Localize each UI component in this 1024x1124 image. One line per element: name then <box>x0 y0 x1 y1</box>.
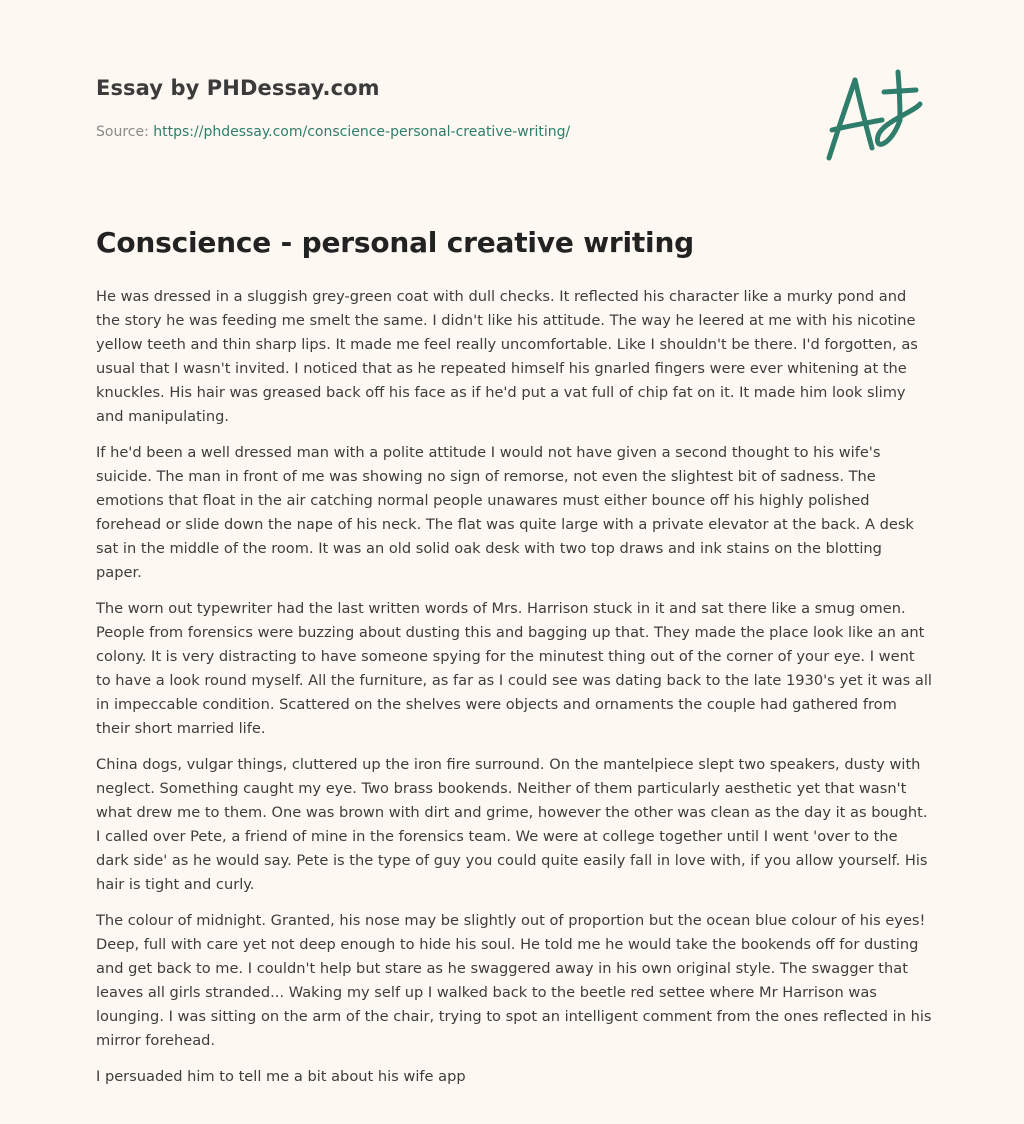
a-plus-logo-icon <box>822 68 928 164</box>
essay-paragraph: If he'd been a well dressed man with a polite attitude I would not have given a second thought to his wife's suicide. The man in front of me was showing no sign of remorse, not even the slightest bit of sadness. The emotions that float in the air catching normal people unawares must either bounce off his highly polished forehead or slide down the nape of his neck. The flat was quite large with a private elevator at the back. A desk sat in the middle of the room. It was an old solid oak desk with two top draws and ink stains on the blotting paper. <box>96 444 914 581</box>
essay-paragraph: I persuaded him to tell me a bit about his wife app <box>96 1068 466 1085</box>
essay-paragraph: The worn out typewriter had the last written words of Mrs. Harrison stuck in it and sat there like a smug omen. People from forensics were buzzing about dusting this and bagging up that. They made the place look like an ant colony. It is very distracting to have someone spying for the minutest thing out of the corner of your eye. I went to have a look round myself. All the furniture, as far as I could see was dating back to the late 1930's yet it was all in impeccable condition. Scattered on the shelves were objects and ornaments the couple had gathered from their short married life. <box>96 600 932 737</box>
essay-body <box>96 285 932 1101</box>
source-label: Source: <box>96 124 149 140</box>
essay-paragraph: The colour of midnight. Granted, his nose may be slightly out of proportion but the ocean blue colour of his eyes! Deep, full with care yet not deep enough to hide his soul. He told me he would take the bookends off for dusting and get back to me. I couldn't help but stare as he swaggered away in his own original style. The swagger that leaves all girls stranded... Waking my self up I walked back to the beetle red settee where Mr Harrison was lounging. I was sitting on the arm of the chair, trying to spot an intelligent comment from the ones reflected in his mirror forehead. <box>96 912 932 1049</box>
essay-paragraph: China dogs, vulgar things, cluttered up the iron fire surround. On the mantelpiece slept two speakers, dusty with neglect. Something caught my eye. Two brass bookends. Neither of them particularly aesthetic yet that wasn't what drew me to them. One was brown with dirt and grime, however the other was clean as the day it as bought. I called over Pete, a friend of mine in the forensics team. We were at college together until I went 'over to the dark side' as he would say. Pete is the type of guy you could quite easily fall in love with, if you allow yourself. His hair is tight and curly. <box>96 756 928 893</box>
source-line <box>96 124 570 140</box>
site-brand: Essay by PHDessay.com <box>96 76 380 100</box>
essay-title: Conscience - personal creative writing <box>96 226 695 259</box>
source-link[interactable]: https://phdessay.com/conscience-personal-creative-writing/ <box>153 124 571 140</box>
essay-paragraph: He was dressed in a sluggish grey-green coat with dull checks. It reflected his character like a murky pond and the story he was feeding me smelt the same. I didn't like his attitude. The way he leered at me with his nicotine yellow teeth and thin sharp lips. It made me feel really uncomfortable. Like I shouldn't be there. I'd forgotten, as usual that I wasn't invited. I noticed that as he repeated himself his gnarled fingers were ever whitening at the knuckles. His hair was greased back off his face as if he'd put a vat full of chip fat on it. It made him look slimy and manipulating. <box>96 288 918 425</box>
